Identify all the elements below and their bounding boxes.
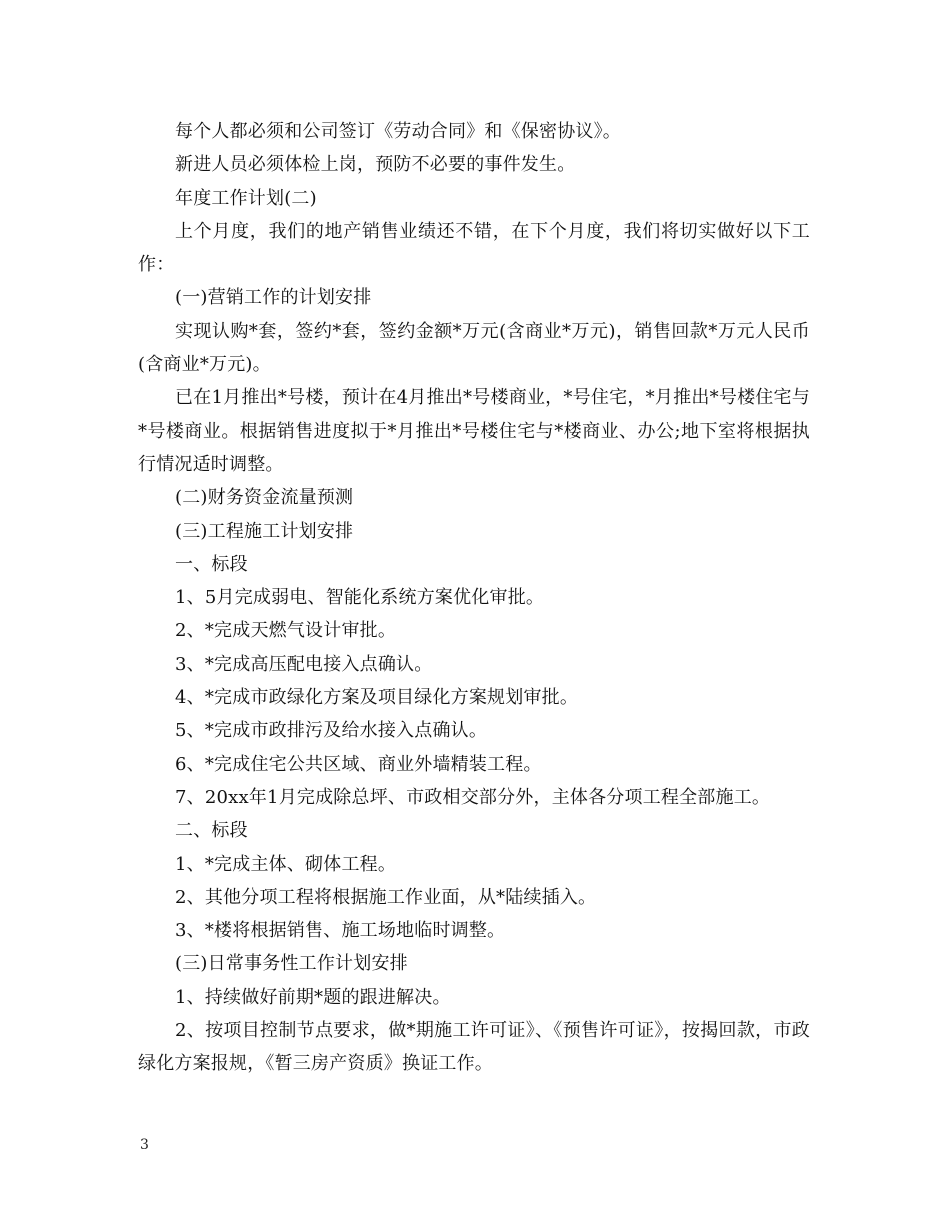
list-item: 2、按项目控制节点要求，做*期施工许可证》、《预售许可证》，按揭回款，市政绿化方案报规，《暂三房产资质》换证工作。 xyxy=(138,1020,810,1075)
page-number: 3 xyxy=(140,1137,149,1153)
list-item: 1、5月完成弱电、智能化系统方案优化审批。 xyxy=(175,587,545,609)
paragraph: 上个月度，我们的地产销售业绩还不错，在下个月度，我们将切实做好以下工作： xyxy=(138,220,810,276)
section-heading: (二)财务资金流量预测 xyxy=(175,487,354,509)
paragraph: 已在1月推出*号楼，预计在4月推出*号楼商业，*号住宅，*月推出*号楼住宅与*号楼商业。根据销售进度拟于*月推出*号楼住宅与*楼商业、办公;地下室将根据执行情况适时调整。 xyxy=(138,387,810,475)
section-heading: (一)营销工作的计划安排 xyxy=(175,287,372,309)
list-item: 6、*完成住宅公共区域、商业外墙精装工程。 xyxy=(175,753,542,775)
paragraph: 实现认购*套，签约*套，签约金额*万元(含商业*万元)，销售回款*万元人民币(含商业*万元)。 xyxy=(138,320,810,376)
list-item: 5、*完成市政排污及给水接入点确认。 xyxy=(175,720,488,742)
paragraph: 新进人员必须体检上岗，预防不必要的事件发生。 xyxy=(175,154,576,176)
section-heading: (三)日常事务性工作计划安排 xyxy=(175,953,408,975)
list-item: 2、其他分项工程将根据施工作业面，从*陆续插入。 xyxy=(175,886,597,908)
list-item: 3、*完成高压配电接入点确认。 xyxy=(175,653,433,675)
list-item: 3、*楼将根据销售、施工场地临时调整。 xyxy=(175,920,506,942)
list-item: 4、*完成市政绿化方案及项目绿化方案规划审批。 xyxy=(175,687,579,709)
list-item: 7、20xx年1月完成除总坪、市政相交部分外，主体各分项工程全部施工。 xyxy=(175,786,771,808)
section-heading: 年度工作计划(二) xyxy=(175,187,317,209)
list-item: 1、持续做好前期*题的跟进解决。 xyxy=(175,986,451,1008)
document-body xyxy=(138,115,810,1081)
paragraph: 每个人都必须和公司签订《劳动合同》和《保密协议》。 xyxy=(175,121,621,142)
section-heading: (三)工程施工计划安排 xyxy=(175,520,354,542)
list-item: 1、*完成主体、砌体工程。 xyxy=(175,853,397,875)
subsection-heading: 一、标段 xyxy=(175,553,248,575)
list-item: 2、*完成天燃气设计审批。 xyxy=(175,620,397,642)
subsection-heading: 二、标段 xyxy=(175,820,248,842)
